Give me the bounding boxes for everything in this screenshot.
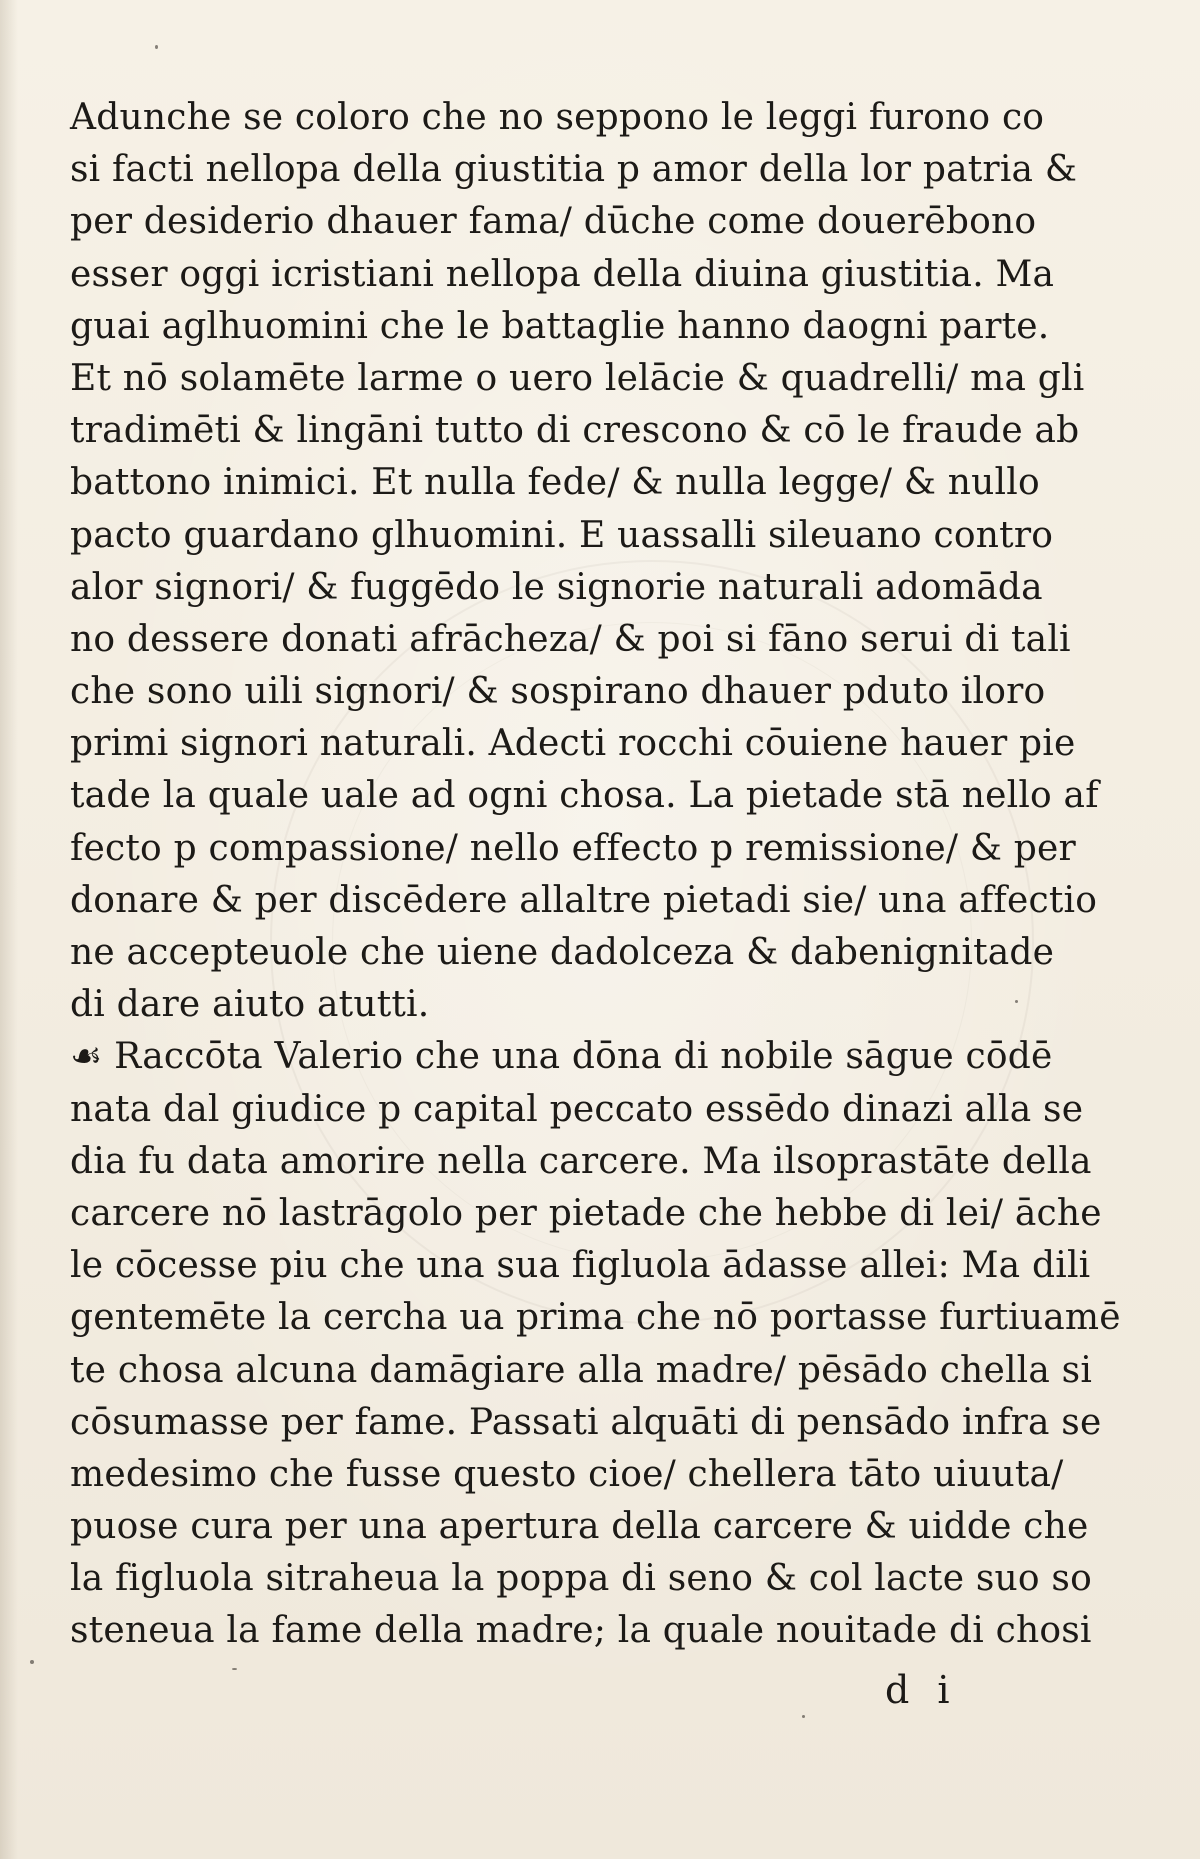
signature-mark: d i	[885, 1668, 958, 1712]
text-line: cōsumasse per fame. Passati alquāti di pensādo infra se	[70, 1401, 1102, 1443]
ink-speck	[802, 1715, 805, 1718]
ink-speck	[155, 45, 158, 49]
text-line: tradimēti & lingāni tutto di crescono & cō le fraude ab	[70, 410, 1080, 452]
text-line: tade la quale uale ad ogni chosa. La pietade stā nello af	[70, 775, 1099, 817]
ink-speck	[232, 1668, 237, 1670]
text-line: ne accepteuole che uiene dadolceza & dabenignitade	[70, 932, 1055, 973]
text-line: gentemēte la cercha ua prima che nō portasse furtiuamē	[70, 1297, 1121, 1339]
text-line: puose cura per una apertura della carcere & uidde che	[70, 1506, 1089, 1548]
text-line: pacto guardano glhuomini. E uassalli sileuano contro	[70, 514, 1054, 556]
text-line: guai aglhuomini che le battaglie hanno daogni parte.	[70, 305, 1050, 347]
text-line: carcere nō lastrāgolo per pietade che hebbe di lei/ āche	[70, 1192, 1102, 1234]
text-line: ☙ Raccōta Valerio che una dōna di nobile sāgue cōdē	[70, 1036, 1053, 1078]
text-line: alor signori/ & fuggēdo le signorie naturali adomāda	[70, 566, 1043, 608]
text-line: battono inimici. Et nulla fede/ & nulla legge/ & nullo	[70, 462, 1040, 504]
text-line: Et nō solamēte larme o uero lelācie & quadrelli/ ma gli	[70, 357, 1085, 399]
text-line: te chosa alcuna damāgiare alla madre/ pēsādo chella si	[70, 1349, 1093, 1391]
text-line: che sono uili signori/ & sospirano dhauer pduto iloro	[70, 671, 1046, 713]
text-line: Adunche se coloro che no seppono le leggi furono co	[70, 97, 1045, 138]
text-line: steneua la fame della madre; la quale nouitade di chosi	[70, 1610, 1092, 1652]
text-line: esser oggi icristiani nellopa della diuina giustitia. Ma	[70, 253, 1055, 295]
text-line: donare & per discēdere allaltre pietadi sie/ una affectio	[70, 879, 1098, 921]
text-line: no dessere donati afrācheza/ & poi si fāno serui di tali	[70, 618, 1071, 660]
ink-speck	[30, 1660, 34, 1664]
text-line: primi signori naturali. Adecti rocchi cōuiene hauer pie	[70, 723, 1076, 765]
body-text	[70, 92, 1121, 1658]
text-line: nata dal giudice p capital peccato essēdo dinazi alla se	[70, 1088, 1084, 1130]
text-line: le cōcesse piu che una sua figluola ādasse allei: Ma dili	[70, 1245, 1091, 1287]
ink-speck	[1015, 1000, 1018, 1003]
text-line: dia fu data amorire nella carcere. Ma ilsoprastāte della	[70, 1140, 1092, 1182]
text-line: si facti nellopa della giustitia p amor della lor patria &	[70, 149, 1078, 191]
text-line: la figluola sitraheua la poppa di seno & col lacte suo so	[70, 1558, 1092, 1600]
text-line: di dare aiuto atutti.	[70, 984, 430, 1026]
text-line: fecto p compassione/ nello effecto p remissione/ & per	[70, 827, 1076, 869]
page-edge-shadow	[0, 0, 18, 1859]
text-line: per desiderio dhauer fama/ dūche come douerēbono	[70, 201, 1037, 243]
text-line: medesimo che fusse questo cioe/ chellera tāto uiuuta/	[70, 1453, 1064, 1495]
